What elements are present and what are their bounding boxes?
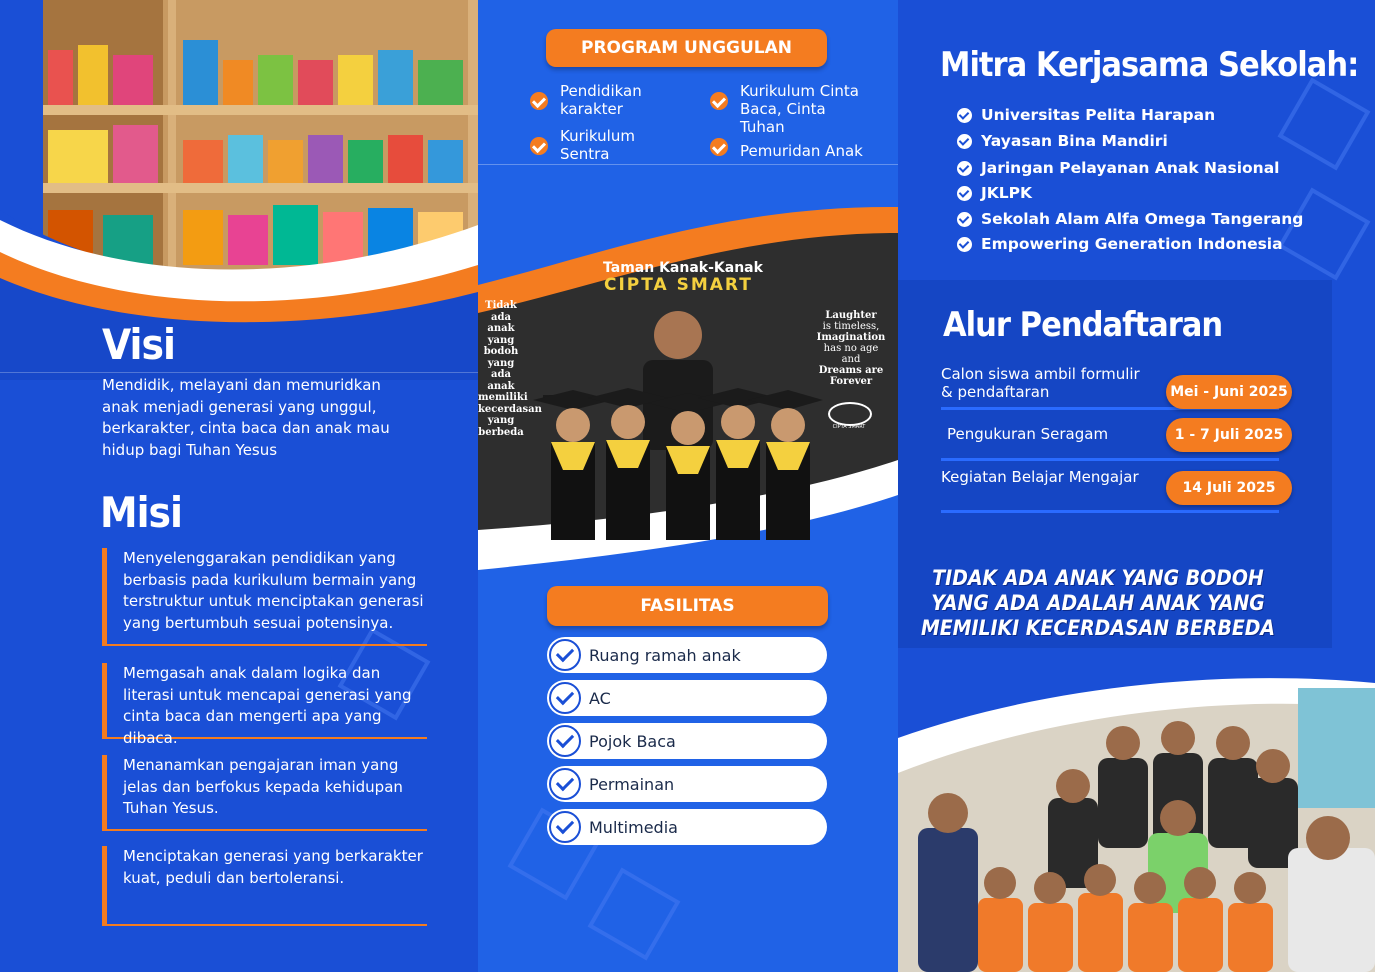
quote-word: and [841,354,861,365]
mitra-item-label: Universitas Pelita Harapan [981,106,1216,124]
fasilitas-item-label: AC [589,689,611,708]
mitra-heading: Mitra Kerjasama Sekolah: [940,45,1359,85]
quote-word: Laughter [825,310,877,321]
visi-heading: Visi [102,320,175,369]
fasilitas-item [547,766,827,802]
quote-word: Forever [829,376,873,387]
school-logo-icon [828,402,872,426]
program-item [710,136,880,166]
check-icon [957,237,972,252]
check-icon [549,682,581,714]
mitra-item-label: Yayasan Bina Mandiri [981,132,1168,150]
poster-logo-text: CIPTA SMART [832,424,866,430]
slogan [910,566,1286,641]
check-icon [530,92,548,110]
left-wave-decoration [0,210,478,380]
program-item-label: Kurikulum Cinta Baca, Cinta Tuhan [740,82,859,136]
alur-row-label: Pengukuran Seragam [947,425,1109,443]
poster-left-quote: Tidak ada anak yang bodoh yang ada anak memiliki kecerdasan yang berbeda [478,300,542,438]
misi-item [102,755,427,831]
poster-right-quote [816,310,886,387]
divider [0,372,478,373]
program-item-label: Kurikulum Sentra [560,127,635,163]
program-item-label: Pendidikan karakter [560,82,642,118]
check-icon [549,725,581,757]
poster-school-line1: Taman Kanak-Kanak [603,260,763,276]
alur-date-badge: Mei - Juni 2025 [1166,375,1292,409]
mitra-item-label: Sekolah Alam Alfa Omega Tangerang [981,210,1304,228]
misi-item-text: Menyelenggarakan pendidikan yang berbasis pada kurikulum bermain yang terstruktur untuk menciptakan generasi yang bertumbuh sesuai potensinya. [123,549,424,632]
quote-word: has no age [823,343,879,354]
misi-item [102,548,427,646]
mitra-item [957,106,1215,124]
fasilitas-item [547,680,827,716]
check-icon [549,811,581,843]
fasilitas-item [547,723,827,759]
fasilitas-item-label: Multimedia [589,818,678,837]
program-item-label: Pemuridan Anak [740,142,863,160]
misi-item-text: Memgasah anak dalam logika dan literasi untuk mencapai generasi yang cinta baca dan mengerti apa yang dibaca. [123,664,412,747]
quote-word: Dreams are [818,365,884,376]
mitra-item [957,210,1303,228]
teacher-and-children-illustration [533,290,823,540]
alur-date-badge: 1 - 7 Juli 2025 [1166,418,1292,452]
fasilitas-item [547,809,827,845]
mitra-item-label: Empowering Generation Indonesia [981,235,1283,253]
visi-text: Mendidik, melayani dan memuridkan anak menjadi generasi yang unggul, berkarakter, cinta baca dan anak mau hidup bagi Tuhan Yesus [102,376,390,459]
check-icon [549,639,581,671]
quote-word: Imagination [816,332,886,343]
check-icon [957,161,972,176]
group-photo [898,648,1375,972]
alur-row-label: Kegiatan Belajar Mengajar [941,468,1139,486]
fasilitas-item-label: Ruang ramah anak [589,646,741,665]
alur-heading: Alur Pendaftaran [943,305,1223,345]
program-title: PROGRAM UNGGULAN [546,29,827,67]
slogan-line: YANG ADA ADALAH ANAK YANG [931,591,1265,615]
check-icon [530,137,548,155]
divider [478,164,898,165]
program-item [530,82,700,122]
mitra-item [957,132,1168,150]
alur-row-label: Calon siswa ambil formulir & pendaftaran [941,365,1140,401]
mitra-item [957,184,1032,202]
mitra-item [957,235,1283,253]
fasilitas-title: FASILITAS [547,586,828,626]
mitra-item-label: Jaringan Pelayanan Anak Nasional [981,159,1280,177]
slogan-line: MEMILIKI KECERDASAN BERBEDA [920,616,1276,640]
check-icon [957,186,972,201]
check-icon [710,92,728,110]
check-icon [957,212,972,227]
fasilitas-item-label: Pojok Baca [589,732,676,751]
misi-item [102,663,427,747]
check-icon [710,138,728,156]
mitra-item-label: JKLPK [981,184,1033,202]
misi-item [102,846,427,926]
quote-word: is timeless, [822,321,880,332]
check-icon [957,108,972,123]
misi-item-text: Menanamkan pengajaran iman yang jelas dan berfokus kepada kehidupan Tuhan Yesus. [123,756,403,817]
group-photo-illustration [898,648,1375,972]
misi-item-text: Menciptakan generasi yang berkarakter kuat, peduli dan bertoleransi. [123,847,423,887]
alur-date-badge: 14 Juli 2025 [1166,471,1292,505]
check-icon [957,134,972,149]
check-icon [549,768,581,800]
poster-photo [478,240,898,540]
slogan-line: TIDAK ADA ANAK YANG BODOH [932,566,1264,590]
poster-school-line2: CIPTA SMART [604,275,753,295]
fasilitas-item [547,637,827,673]
program-item [710,82,880,142]
program-item [530,127,700,167]
mitra-item [957,159,1279,177]
fasilitas-item-label: Permainan [589,775,675,794]
misi-heading: Misi [100,488,182,537]
